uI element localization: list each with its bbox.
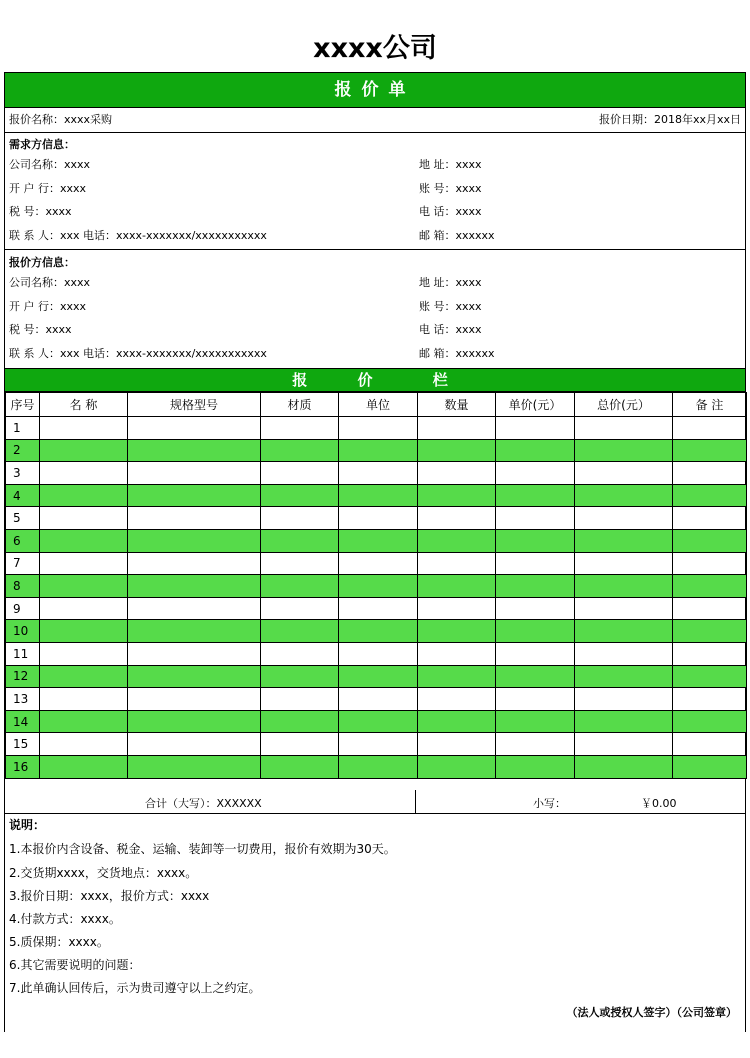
table-cell[interactable]: [339, 733, 418, 756]
table-cell[interactable]: [673, 462, 747, 485]
table-cell[interactable]: [261, 665, 339, 688]
table-cell[interactable]: [40, 597, 128, 620]
col-header-spec: 规格型号: [128, 393, 261, 417]
table-row: [6, 665, 747, 688]
total-small-value: ￥0.00: [641, 797, 677, 810]
table-row: [6, 688, 747, 711]
table-cell[interactable]: [575, 575, 673, 598]
table-cell[interactable]: [575, 507, 673, 530]
table-cell[interactable]: [496, 575, 575, 598]
table-cell[interactable]: [575, 417, 673, 440]
table-cell[interactable]: [575, 710, 673, 733]
table-cell[interactable]: [575, 665, 673, 688]
row-index-cell: 8: [6, 575, 40, 598]
row-index-cell: 9: [6, 597, 40, 620]
table-row: [6, 642, 747, 665]
buyer-bank: 开 户 行：xxxx: [9, 182, 87, 195]
quote-section-banner: [5, 368, 745, 392]
table-cell[interactable]: [339, 620, 418, 643]
table-cell[interactable]: [339, 755, 418, 778]
table-cell[interactable]: [418, 484, 496, 507]
buyer-phone: 电 话：xxxx: [419, 205, 482, 218]
summary-divider: [415, 790, 416, 813]
table-cell[interactable]: [418, 507, 496, 530]
quote-table: [5, 392, 747, 779]
table-cell[interactable]: [418, 733, 496, 756]
note-item: 5.质保期：xxxx。: [9, 935, 109, 949]
row-index-cell: 6: [6, 529, 40, 552]
notes-title: 说明：: [9, 818, 46, 832]
row-index-cell: 4: [6, 484, 40, 507]
buyer-company: 公司名称：xxxx: [9, 158, 91, 171]
row-index-cell: 14: [6, 710, 40, 733]
table-cell[interactable]: [673, 620, 747, 643]
table-cell[interactable]: [40, 529, 128, 552]
table-cell[interactable]: [673, 755, 747, 778]
table-cell[interactable]: [575, 642, 673, 665]
table-cell[interactable]: [673, 417, 747, 440]
col-header-unit: 单位: [339, 393, 418, 417]
quote-bar-char: 报: [292, 371, 308, 389]
row-index-cell: 11: [6, 642, 40, 665]
table-cell[interactable]: [418, 642, 496, 665]
table-cell[interactable]: [673, 575, 747, 598]
table-row: [6, 575, 747, 598]
table-row: [6, 733, 747, 756]
table-cell[interactable]: [261, 462, 339, 485]
table-cell[interactable]: [261, 417, 339, 440]
table-cell[interactable]: [128, 642, 261, 665]
buyer-info: [5, 132, 745, 250]
table-cell[interactable]: [496, 417, 575, 440]
quote-bar-char: 栏: [432, 371, 448, 389]
seller-tax: 税 号：xxxx: [9, 323, 72, 336]
table-cell[interactable]: [40, 575, 128, 598]
table-cell[interactable]: [339, 642, 418, 665]
table-row: [6, 507, 747, 530]
col-header-total-price: 总价(元）: [575, 393, 673, 417]
table-cell[interactable]: [418, 665, 496, 688]
table-header-row: [6, 393, 747, 417]
table-cell[interactable]: [40, 733, 128, 756]
seller-email: 邮 箱：xxxxxx: [419, 347, 495, 360]
table-cell[interactable]: [40, 620, 128, 643]
table-cell[interactable]: [575, 597, 673, 620]
table-cell[interactable]: [128, 575, 261, 598]
row-index-cell: 16: [6, 755, 40, 778]
table-cell[interactable]: [418, 575, 496, 598]
table-cell[interactable]: [496, 710, 575, 733]
table-cell[interactable]: [575, 620, 673, 643]
row-index-cell: 2: [6, 439, 40, 462]
table-row: [6, 710, 747, 733]
table-cell[interactable]: [418, 755, 496, 778]
note-item: 1.本报价内含设备、税金、运输、装卸等一切费用，报价有效期为30天。: [9, 842, 396, 856]
quotation-meta-row: [5, 108, 745, 133]
table-cell[interactable]: [496, 529, 575, 552]
row-index-cell: 10: [6, 620, 40, 643]
table-cell[interactable]: [673, 529, 747, 552]
row-index-cell: 7: [6, 552, 40, 575]
table-cell[interactable]: [128, 688, 261, 711]
table-cell[interactable]: [339, 462, 418, 485]
col-header-quantity: 数量: [418, 393, 496, 417]
table-cell[interactable]: [261, 529, 339, 552]
table-cell[interactable]: [261, 484, 339, 507]
table-cell[interactable]: [496, 462, 575, 485]
table-cell[interactable]: [40, 507, 128, 530]
note-item: 3.报价日期：xxxx，报价方式：xxxx: [9, 889, 210, 903]
table-cell[interactable]: [418, 710, 496, 733]
table-cell[interactable]: [261, 575, 339, 598]
row-index-cell: 15: [6, 733, 40, 756]
seller-account: 账 号：xxxx: [419, 300, 482, 313]
quotation-banner: 报价单: [5, 72, 745, 108]
table-row: [6, 597, 747, 620]
table-cell[interactable]: [575, 755, 673, 778]
note-item: 4.付款方式：xxxx。: [9, 912, 121, 926]
table-cell[interactable]: [418, 597, 496, 620]
total-small-label: 小写：: [533, 797, 566, 810]
table-cell[interactable]: [496, 620, 575, 643]
table-cell[interactable]: [261, 439, 339, 462]
table-cell[interactable]: [496, 733, 575, 756]
table-cell[interactable]: [418, 620, 496, 643]
table-cell[interactable]: [418, 462, 496, 485]
buyer-account: 账 号：xxxx: [419, 182, 482, 195]
table-cell[interactable]: [673, 552, 747, 575]
seller-address: 地 址：xxxx: [419, 276, 482, 289]
table-cell[interactable]: [496, 642, 575, 665]
table-cell[interactable]: [339, 688, 418, 711]
table-cell[interactable]: [128, 755, 261, 778]
table-cell[interactable]: [128, 462, 261, 485]
table-cell[interactable]: [128, 620, 261, 643]
table-cell[interactable]: [418, 439, 496, 462]
table-cell[interactable]: [261, 755, 339, 778]
table-cell[interactable]: [339, 597, 418, 620]
table-row: [6, 439, 747, 462]
table-cell[interactable]: [496, 688, 575, 711]
table-cell[interactable]: [40, 710, 128, 733]
col-header-name: 名 称: [40, 393, 128, 417]
table-cell[interactable]: [128, 597, 261, 620]
table-cell[interactable]: [40, 552, 128, 575]
table-cell[interactable]: [261, 620, 339, 643]
table-cell[interactable]: [496, 484, 575, 507]
table-cell[interactable]: [496, 439, 575, 462]
table-cell[interactable]: [128, 733, 261, 756]
note-item: 2.交货期xxxx，交货地点：xxxx。: [9, 866, 198, 880]
total-in-words: 合计（大写）：XXXXXX: [145, 797, 262, 810]
table-cell[interactable]: [40, 462, 128, 485]
table-cell[interactable]: [496, 552, 575, 575]
table-row: [6, 552, 747, 575]
buyer-email: 邮 箱：xxxxxx: [419, 229, 495, 242]
table-cell[interactable]: [339, 417, 418, 440]
table-cell[interactable]: [418, 529, 496, 552]
seller-info: [5, 250, 745, 368]
table-cell[interactable]: [339, 507, 418, 530]
table-cell[interactable]: [496, 597, 575, 620]
table-cell[interactable]: [339, 484, 418, 507]
table-row: [6, 620, 747, 643]
quotation-date: 报价日期：2018年xx月xx日: [598, 113, 741, 126]
table-cell[interactable]: [575, 462, 673, 485]
table-cell[interactable]: [673, 688, 747, 711]
table-cell[interactable]: [261, 642, 339, 665]
quote-bar-char: 价: [357, 371, 373, 389]
table-cell[interactable]: [575, 688, 673, 711]
table-cell[interactable]: [261, 688, 339, 711]
signature-line: （法人或授权人签字）（公司签章）: [566, 1006, 737, 1019]
table-cell[interactable]: [673, 710, 747, 733]
table-cell[interactable]: [128, 507, 261, 530]
table-cell[interactable]: [673, 733, 747, 756]
quotation-sheet: [4, 72, 746, 1032]
col-header-material: 材质: [261, 393, 339, 417]
seller-phone: 电 话：xxxx: [419, 323, 482, 336]
page-title: xxxx公司: [313, 33, 437, 64]
table-cell[interactable]: [496, 507, 575, 530]
table-cell[interactable]: [673, 439, 747, 462]
buyer-contact: 联 系 人：xxx 电话：xxxx-xxxxxxx/xxxxxxxxxxx: [9, 229, 267, 242]
table-row: [6, 462, 747, 485]
table-cell[interactable]: [261, 507, 339, 530]
note-item: 7.此单确认回传后，示为贵司遵守以上之约定。: [9, 981, 261, 995]
table-cell[interactable]: [673, 642, 747, 665]
summary-row: [5, 790, 746, 814]
table-row: [6, 755, 747, 778]
table-cell[interactable]: [261, 552, 339, 575]
col-header-remarks: 备 注: [673, 393, 747, 417]
table-cell[interactable]: [418, 688, 496, 711]
table-cell[interactable]: [40, 642, 128, 665]
seller-contact: 联 系 人：xxx 电话：xxxx-xxxxxxx/xxxxxxxxxxx: [9, 347, 267, 360]
row-index-cell: 5: [6, 507, 40, 530]
table-cell[interactable]: [261, 710, 339, 733]
seller-bank: 开 户 行：xxxx: [9, 300, 87, 313]
table-cell[interactable]: [261, 597, 339, 620]
table-cell[interactable]: [496, 665, 575, 688]
table-cell[interactable]: [40, 417, 128, 440]
table-cell[interactable]: [261, 733, 339, 756]
table-cell[interactable]: [128, 417, 261, 440]
note-item: 6.其它需要说明的问题：: [9, 958, 141, 972]
table-cell[interactable]: [673, 507, 747, 530]
table-cell[interactable]: [339, 552, 418, 575]
table-cell[interactable]: [128, 484, 261, 507]
table-cell[interactable]: [40, 665, 128, 688]
table-cell[interactable]: [40, 755, 128, 778]
row-index-cell: 13: [6, 688, 40, 711]
table-cell[interactable]: [128, 552, 261, 575]
table-row: [6, 484, 747, 507]
col-header-unit-price: 单价(元）: [496, 393, 575, 417]
table-row: [6, 529, 747, 552]
table-cell[interactable]: [575, 529, 673, 552]
table-cell[interactable]: [575, 552, 673, 575]
table-cell[interactable]: [496, 755, 575, 778]
table-cell[interactable]: [575, 733, 673, 756]
row-index-cell: 3: [6, 462, 40, 485]
col-header-index: 序号: [6, 393, 40, 417]
table-cell[interactable]: [673, 665, 747, 688]
table-cell[interactable]: [339, 439, 418, 462]
table-cell[interactable]: [673, 484, 747, 507]
quotation-name: 报价名称：xxxx采购: [9, 113, 113, 126]
buyer-tax: 税 号：xxxx: [9, 205, 72, 218]
table-cell[interactable]: [418, 552, 496, 575]
buyer-address: 地 址：xxxx: [419, 158, 482, 171]
row-index-cell: 1: [6, 417, 40, 440]
table-cell[interactable]: [128, 529, 261, 552]
table-cell[interactable]: [673, 597, 747, 620]
table-row: [6, 417, 747, 440]
table-cell[interactable]: [339, 665, 418, 688]
table-cell[interactable]: [128, 439, 261, 462]
table-cell[interactable]: [40, 688, 128, 711]
table-cell[interactable]: [339, 529, 418, 552]
table-cell[interactable]: [40, 484, 128, 507]
row-index-cell: 12: [6, 665, 40, 688]
table-cell[interactable]: [128, 710, 261, 733]
table-cell[interactable]: [575, 439, 673, 462]
table-cell[interactable]: [575, 484, 673, 507]
buyer-info-header: 需求方信息：: [9, 138, 75, 151]
table-cell[interactable]: [40, 439, 128, 462]
table-cell[interactable]: [418, 417, 496, 440]
table-cell[interactable]: [339, 575, 418, 598]
table-cell[interactable]: [128, 665, 261, 688]
seller-company: 公司名称：xxxx: [9, 276, 91, 289]
table-cell[interactable]: [339, 710, 418, 733]
seller-info-header: 报价方信息：: [9, 256, 75, 269]
